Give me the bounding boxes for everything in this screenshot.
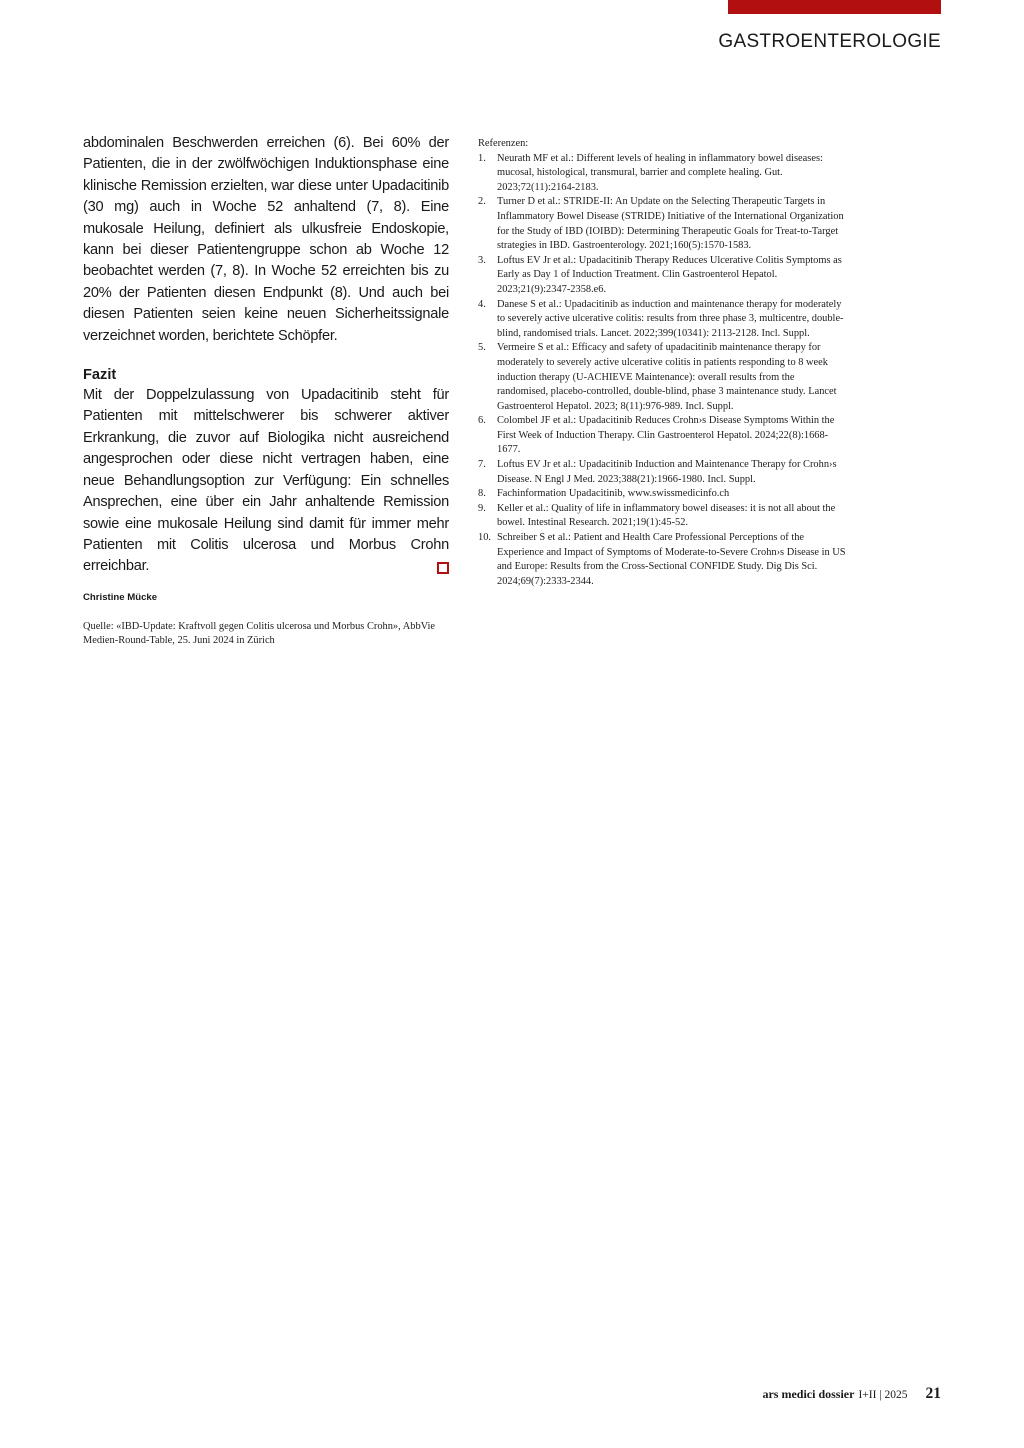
fazit-text: Mit der Doppelzulassung von Upadacitinib steht für Patienten mit mittelschwerer bis schwerer aktiver Erkrankung, die zuvor auf Biologika nicht ausreichend angesprochen oder diese nicht vertragen haben, eine neue Behandlungsoption zur Verfügung: Ein schnelles Ansprechen, eine über ein Jahr anhaltende Remission sowie eine mukosale Heilung sind damit für immer mehr Patienten mit Colitis ulcerosa und Morbus Crohn erreichbar. — [83, 387, 449, 575]
page-number: 21 — [925, 1385, 941, 1402]
reference-item — [478, 458, 846, 487]
end-of-article-icon — [437, 562, 449, 574]
references-list — [478, 152, 846, 590]
reference-item — [478, 531, 846, 589]
reference-text: Neurath MF et al.: Different levels of healing in inflammatory bowel diseases: mucosal, histological, transmural, barrier and complete healing. Gut. 2023;72(11):2164-2183. — [497, 152, 823, 193]
reference-text: Colombel JF et al.: Upadacitinib Reduces Crohn›s Disease Symptoms Within the First Week of Induction Therapy. Clin Gastroenterol Hepatol. 2024;22(8):1668-1677. — [497, 415, 835, 456]
reference-text: Loftus EV Jr et al.: Upadacitinib Induction and Maintenance Therapy for Crohn›s Disease. N Engl J Med. 2023;388(21):1966-1980. Incl. Suppl. — [497, 459, 837, 485]
journal-name: ars medici dossier — [762, 1387, 855, 1401]
reference-item — [478, 502, 846, 531]
reference-item — [478, 298, 846, 342]
reference-item — [478, 152, 846, 196]
article-column — [83, 133, 449, 649]
reference-number: 2. — [478, 196, 486, 208]
reference-item — [478, 414, 846, 458]
references-heading: Referenzen: — [478, 138, 529, 149]
reference-text: Vermeire S et al.: Efficacy and safety of upadacitinib maintenance therapy for moderately to severely active ulcerative colitis in patients responding to 8 week induction therapy (U-ACHIEVE Maintenance): overall results from the randomised, placebo-controlled, double-blind, phase 3 maintenance study. Lancet Gastroenterol Hepatol. 2023; 8(11):976-989. Incl. Suppl. — [497, 342, 837, 412]
reference-item — [478, 195, 846, 253]
reference-number: 4. — [478, 298, 486, 310]
references-column — [478, 137, 846, 589]
header-accent-bar — [728, 0, 941, 14]
section-title: GASTROENTEROLOGIE — [718, 31, 941, 52]
reference-text: Keller et al.: Quality of life in inflammatory bowel diseases: it is not all about the bowel. Intestinal Research. 2021;19(1):45-52. — [497, 502, 836, 529]
reference-text: Loftus EV Jr et al.: Upadacitinib Therapy Reduces Ulcerative Colitis Symptoms as Early as Day 1 of Induction Treatment. Clin Gastroenterol Hepatol. 2023;21(9):2347-2358.e6. — [497, 254, 842, 295]
reference-number: 3. — [478, 254, 486, 266]
reference-number: 5. — [478, 342, 486, 354]
article-paragraph: abdominalen Beschwerden erreichen (6). Bei 60% der Patienten, die in der zwölfwöchigen Induktionsphase eine klinische Remission erzielten, war diese unter Upadacitinib (30 mg) auch in Woche 52 anhaltend (7, 8). Eine mukosale Heilung, definiert als ulkusfreie Endoskopie, kann bei dieser Patientengruppe schon ab Woche 12 beobachtet werden (7, 8). In Woche 52 erreichten bis zu 20% der Patienten diesen Endpunkt (8). Und auch bei diesen Patienten seien keine neuen Sicherheitssignale verzeichnet worden, berichtete Schöpfer. — [83, 135, 449, 344]
fazit-paragraph — [83, 385, 449, 578]
reference-item — [478, 254, 846, 298]
reference-number: 8. — [478, 488, 486, 500]
reference-number: 6. — [478, 415, 486, 427]
reference-text: Fachinformation Upadacitinib, www.swissmedicinfo.ch — [497, 488, 730, 500]
reference-number: 1. — [478, 152, 486, 164]
source-note: Quelle: «IBD-Update: Kraftvoll gegen Colitis ulcerosa und Morbus Crohn», AbbVie Medien-Round-Table, 25. Juni 2024 in Zürich — [83, 620, 436, 647]
reference-number: 7. — [478, 459, 486, 471]
reference-item — [478, 341, 846, 414]
reference-text: Schreiber S et al.: Patient and Health Care Professional Perceptions of the Experience and Impact of Symptoms of Moderate-to-Severe Crohn›s Disease in US and Europe: Results from the Cross-Sectional CONFIDE Study. Dig Dis Sci. 2024;69(7):2333-2344. — [497, 532, 846, 587]
issue-label: I+II | 2025 — [858, 1389, 908, 1401]
author-name: Christine Mücke — [83, 591, 158, 603]
page-footer — [762, 1385, 941, 1403]
reference-text: Danese S et al.: Upadacitinib as induction and maintenance therapy for moderately to severely active ulcerative colitis: results from three phase 3, multicentre, double-blind, randomised trials. Lancet. 2022;399(10341): 2113-2128. Incl. Suppl. — [497, 298, 844, 339]
reference-item — [478, 487, 846, 502]
reference-number: 9. — [478, 502, 486, 514]
fazit-heading: Fazit — [83, 367, 117, 384]
reference-text: Turner D et al.: STRIDE-II: An Update on the Selecting Therapeutic Targets in Inflammatory Bowel Disease (STRIDE) Initiative of the International Organization for the Study of IBD (IOIBD): Determining Therapeutic Goals for Treat-to-Target strategies in IBD. Gastroenterology. 2021;160(5):1570-1583. — [497, 196, 844, 252]
reference-number: 10. — [478, 532, 491, 544]
